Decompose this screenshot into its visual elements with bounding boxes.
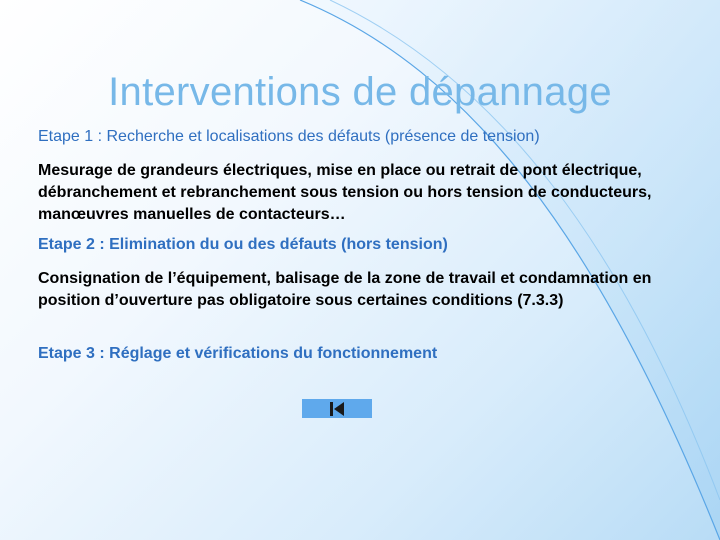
step-1-text: Recherche et localisations des défauts (présence de tension) — [106, 128, 540, 145]
slide-title: Interventions de dépannage — [108, 70, 612, 114]
step-1-separator: : — [93, 128, 107, 145]
step-1-description: Mesurage de grandeurs électriques, mise en place ou retrait de pont électrique, débranchement et rebranchement sous tension ou hors tension de conducteurs, manœuvres manuelles de contacteurs… — [38, 162, 652, 223]
step-1-heading — [38, 126, 678, 148]
step-2-description: Consignation de l’équipement, balisage de la zone de travail et condamnation en position d’ouverture pas obligatoire sous certaines conditions (7.3.3) — [38, 270, 652, 309]
step-3-heading: Etape 3 : Réglage et vérifications du fonctionnement — [38, 345, 438, 362]
step-1-label: Etape 1 — [38, 128, 94, 145]
step-2-heading: Etape 2 : Elimination du ou des défauts (hors tension) — [38, 236, 448, 253]
first-slide-icon — [327, 401, 347, 417]
first-slide-button[interactable] — [302, 399, 372, 418]
